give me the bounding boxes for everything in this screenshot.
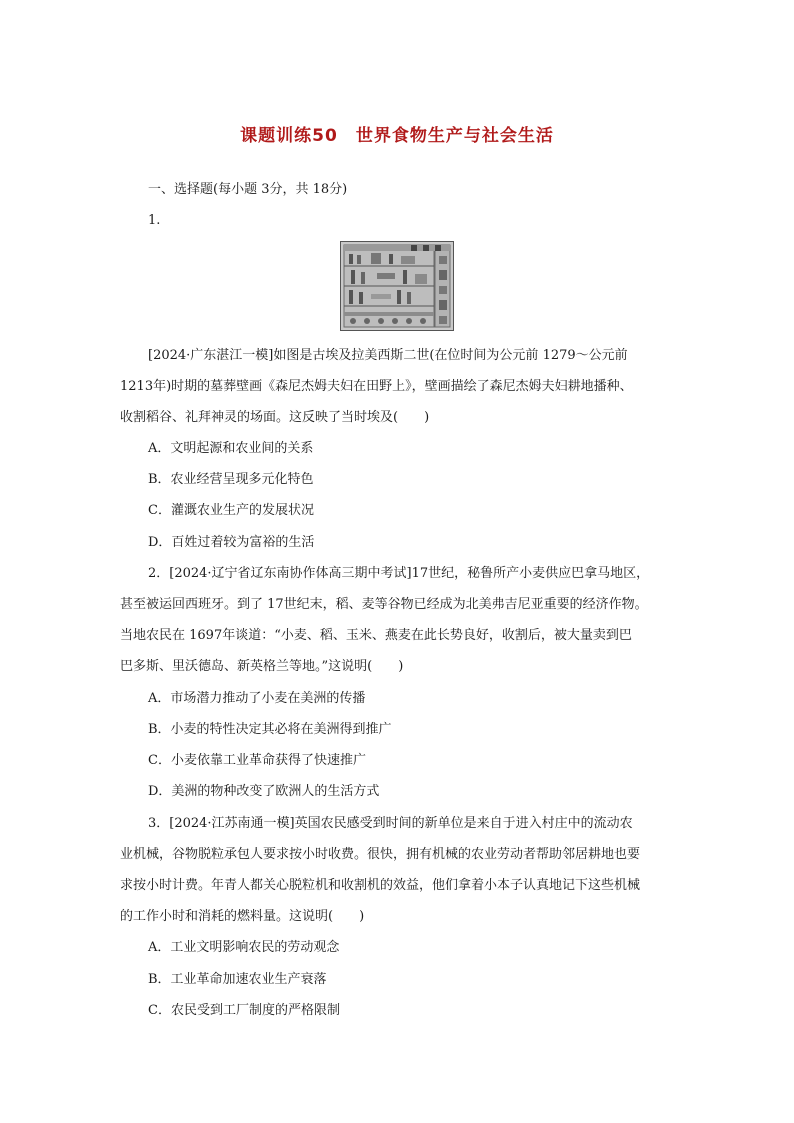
question-1-number: 1.: [148, 213, 161, 228]
question-2-stem-line-1: 2．[2024·辽宁省辽东南协作体高三期中考试]17世纪，秘鲁所产小麦供应巴拿马地区，: [148, 566, 650, 581]
question-3-option-c: C．农民受到工厂制度的严格限制: [148, 1003, 340, 1018]
page-title: 课题训练50 世界食物生产与社会生活: [240, 126, 554, 146]
question-1-option-a: A．文明起源和农业间的关系: [148, 441, 314, 456]
question-1-option-c: C．灌溉农业生产的发展状况: [148, 503, 314, 518]
question-3-stem-line-3: 求按小时计费。年青人都关心脱粒机和收割机的效益，他们拿着小本子认真地记下这些机械: [120, 878, 641, 893]
tomb-mural-image: [340, 241, 454, 331]
question-1-option-d: D．百姓过着较为富裕的生活: [148, 535, 315, 550]
mural-illustration: [341, 242, 453, 330]
question-3-stem-line-4: 的工作小时和消耗的燃料量。这说明( ): [120, 909, 365, 924]
question-2-stem-line-2: 甚至被运回西班牙。到了 17世纪末，稻、麦等谷物已经成为北美弗吉尼亚重要的经济作物。: [120, 597, 648, 612]
question-2-stem-line-3: 当地农民在 1697年谈道：“小麦、稻、玉米、燕麦在此长势良好，收割后，被大量卖到巴: [120, 628, 632, 643]
section-header: 一、选择题(每小题 3分，共 18分): [148, 182, 348, 197]
question-2-option-c: C．小麦依靠工业革命获得了快速推广: [148, 753, 366, 768]
question-2-option-a: A．市场潜力推动了小麦在美洲的传播: [148, 691, 366, 706]
question-1-stem-line-3: 收割稻谷、礼拜神灵的场面。这反映了当时埃及( ): [120, 410, 430, 425]
question-2-option-b: B．小麦的特性决定其必将在美洲得到推广: [148, 722, 392, 737]
question-3-option-a: A．工业文明影响农民的劳动观念: [148, 940, 340, 955]
question-2-option-d: D．美洲的物种改变了欧洲人的生活方式: [148, 784, 380, 799]
question-1-stem-line-2: 1213年)时期的墓葬壁画《森尼杰姆夫妇在田野上》，壁画描绘了森尼杰姆夫妇耕地播种、: [120, 379, 633, 394]
question-1-stem-line-1: [2024·广东湛江一模]如图是古埃及拉美西斯二世(在位时间为公元前 1279～公元前: [148, 348, 628, 363]
question-3-stem-line-1: 3．[2024·江苏南通一模]英国农民感受到时间的新单位是来自于进入村庄中的流动农: [148, 816, 633, 831]
question-2-stem-line-4: 巴多斯、里沃德岛、新英格兰等地。”这说明( ): [120, 659, 404, 674]
question-3-stem-line-2: 业机械，谷物脱粒承包人要求按小时收费。很快，拥有机械的农业劳动者帮助邻居耕地也要: [120, 847, 641, 862]
question-3-option-b: B．工业革命加速农业生产衰落: [148, 972, 327, 987]
question-1-option-b: B．农业经营呈现多元化特色: [148, 472, 314, 487]
